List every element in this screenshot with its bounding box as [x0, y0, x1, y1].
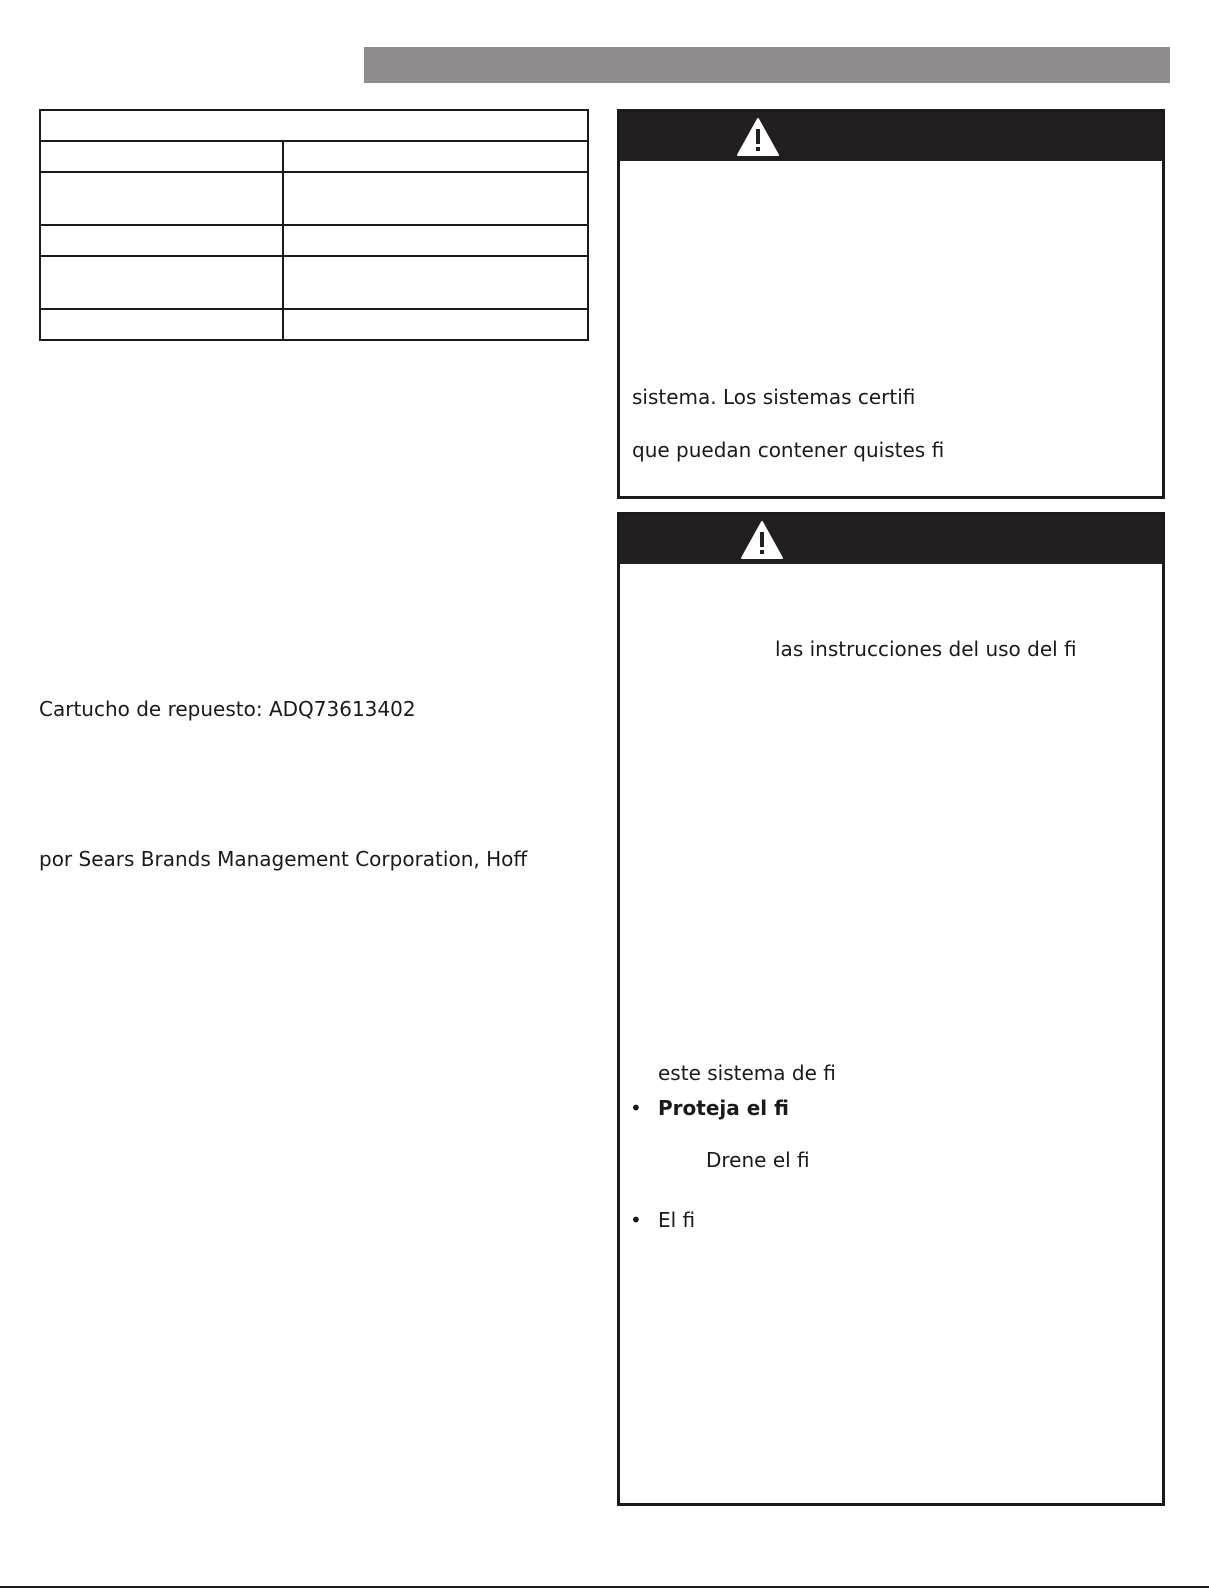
table-row: [40, 141, 588, 172]
table-row: [40, 256, 588, 309]
warning-1-line-b: que puedan contener quistes fi: [632, 438, 945, 462]
bottom-rule: [0, 1586, 1209, 1588]
table-cell: [40, 172, 283, 225]
warning-2-bullet-1: Proteja el fi: [658, 1096, 789, 1120]
warning-2-line-b: este sistema de fi: [658, 1061, 836, 1085]
warning-2-bullet-2: El fi: [658, 1208, 696, 1232]
warning-box-2: [617, 512, 1165, 1506]
table-cell: [40, 141, 283, 172]
bullet-marker: •: [630, 1096, 642, 1120]
replacement-cartridge-text: Cartucho de repuesto: ADQ73613402: [39, 697, 416, 721]
table-cell: [283, 172, 588, 225]
table-row: [40, 309, 588, 340]
table-cell: [283, 256, 588, 309]
table-row: [40, 225, 588, 256]
warning-2-line-c: Drene el fi: [706, 1148, 810, 1172]
section-header-bar: [364, 47, 1170, 83]
bullet-marker: •: [630, 1208, 642, 1232]
table-title-row: [40, 110, 588, 141]
table-cell: [283, 225, 588, 256]
warning-triangle-icon: [740, 520, 784, 560]
warning-1-line-a: sistema. Los sistemas certifi: [632, 385, 916, 409]
sears-brands-text: por Sears Brands Management Corporation, Hoff: [39, 847, 528, 871]
table-title-cell: [40, 110, 588, 141]
warning-header: [620, 112, 1162, 161]
table-cell: [40, 309, 283, 340]
warning-triangle-icon: [736, 117, 780, 157]
table-cell: [283, 309, 588, 340]
table-cell: [40, 256, 283, 309]
warning-header: [620, 515, 1162, 564]
spec-table: [39, 109, 589, 341]
warning-2-line-a: las instrucciones del uso del fi: [775, 637, 1077, 661]
table-cell: [40, 225, 283, 256]
warning-box-1: [617, 109, 1165, 499]
table-cell: [283, 141, 588, 172]
table-row: [40, 172, 588, 225]
